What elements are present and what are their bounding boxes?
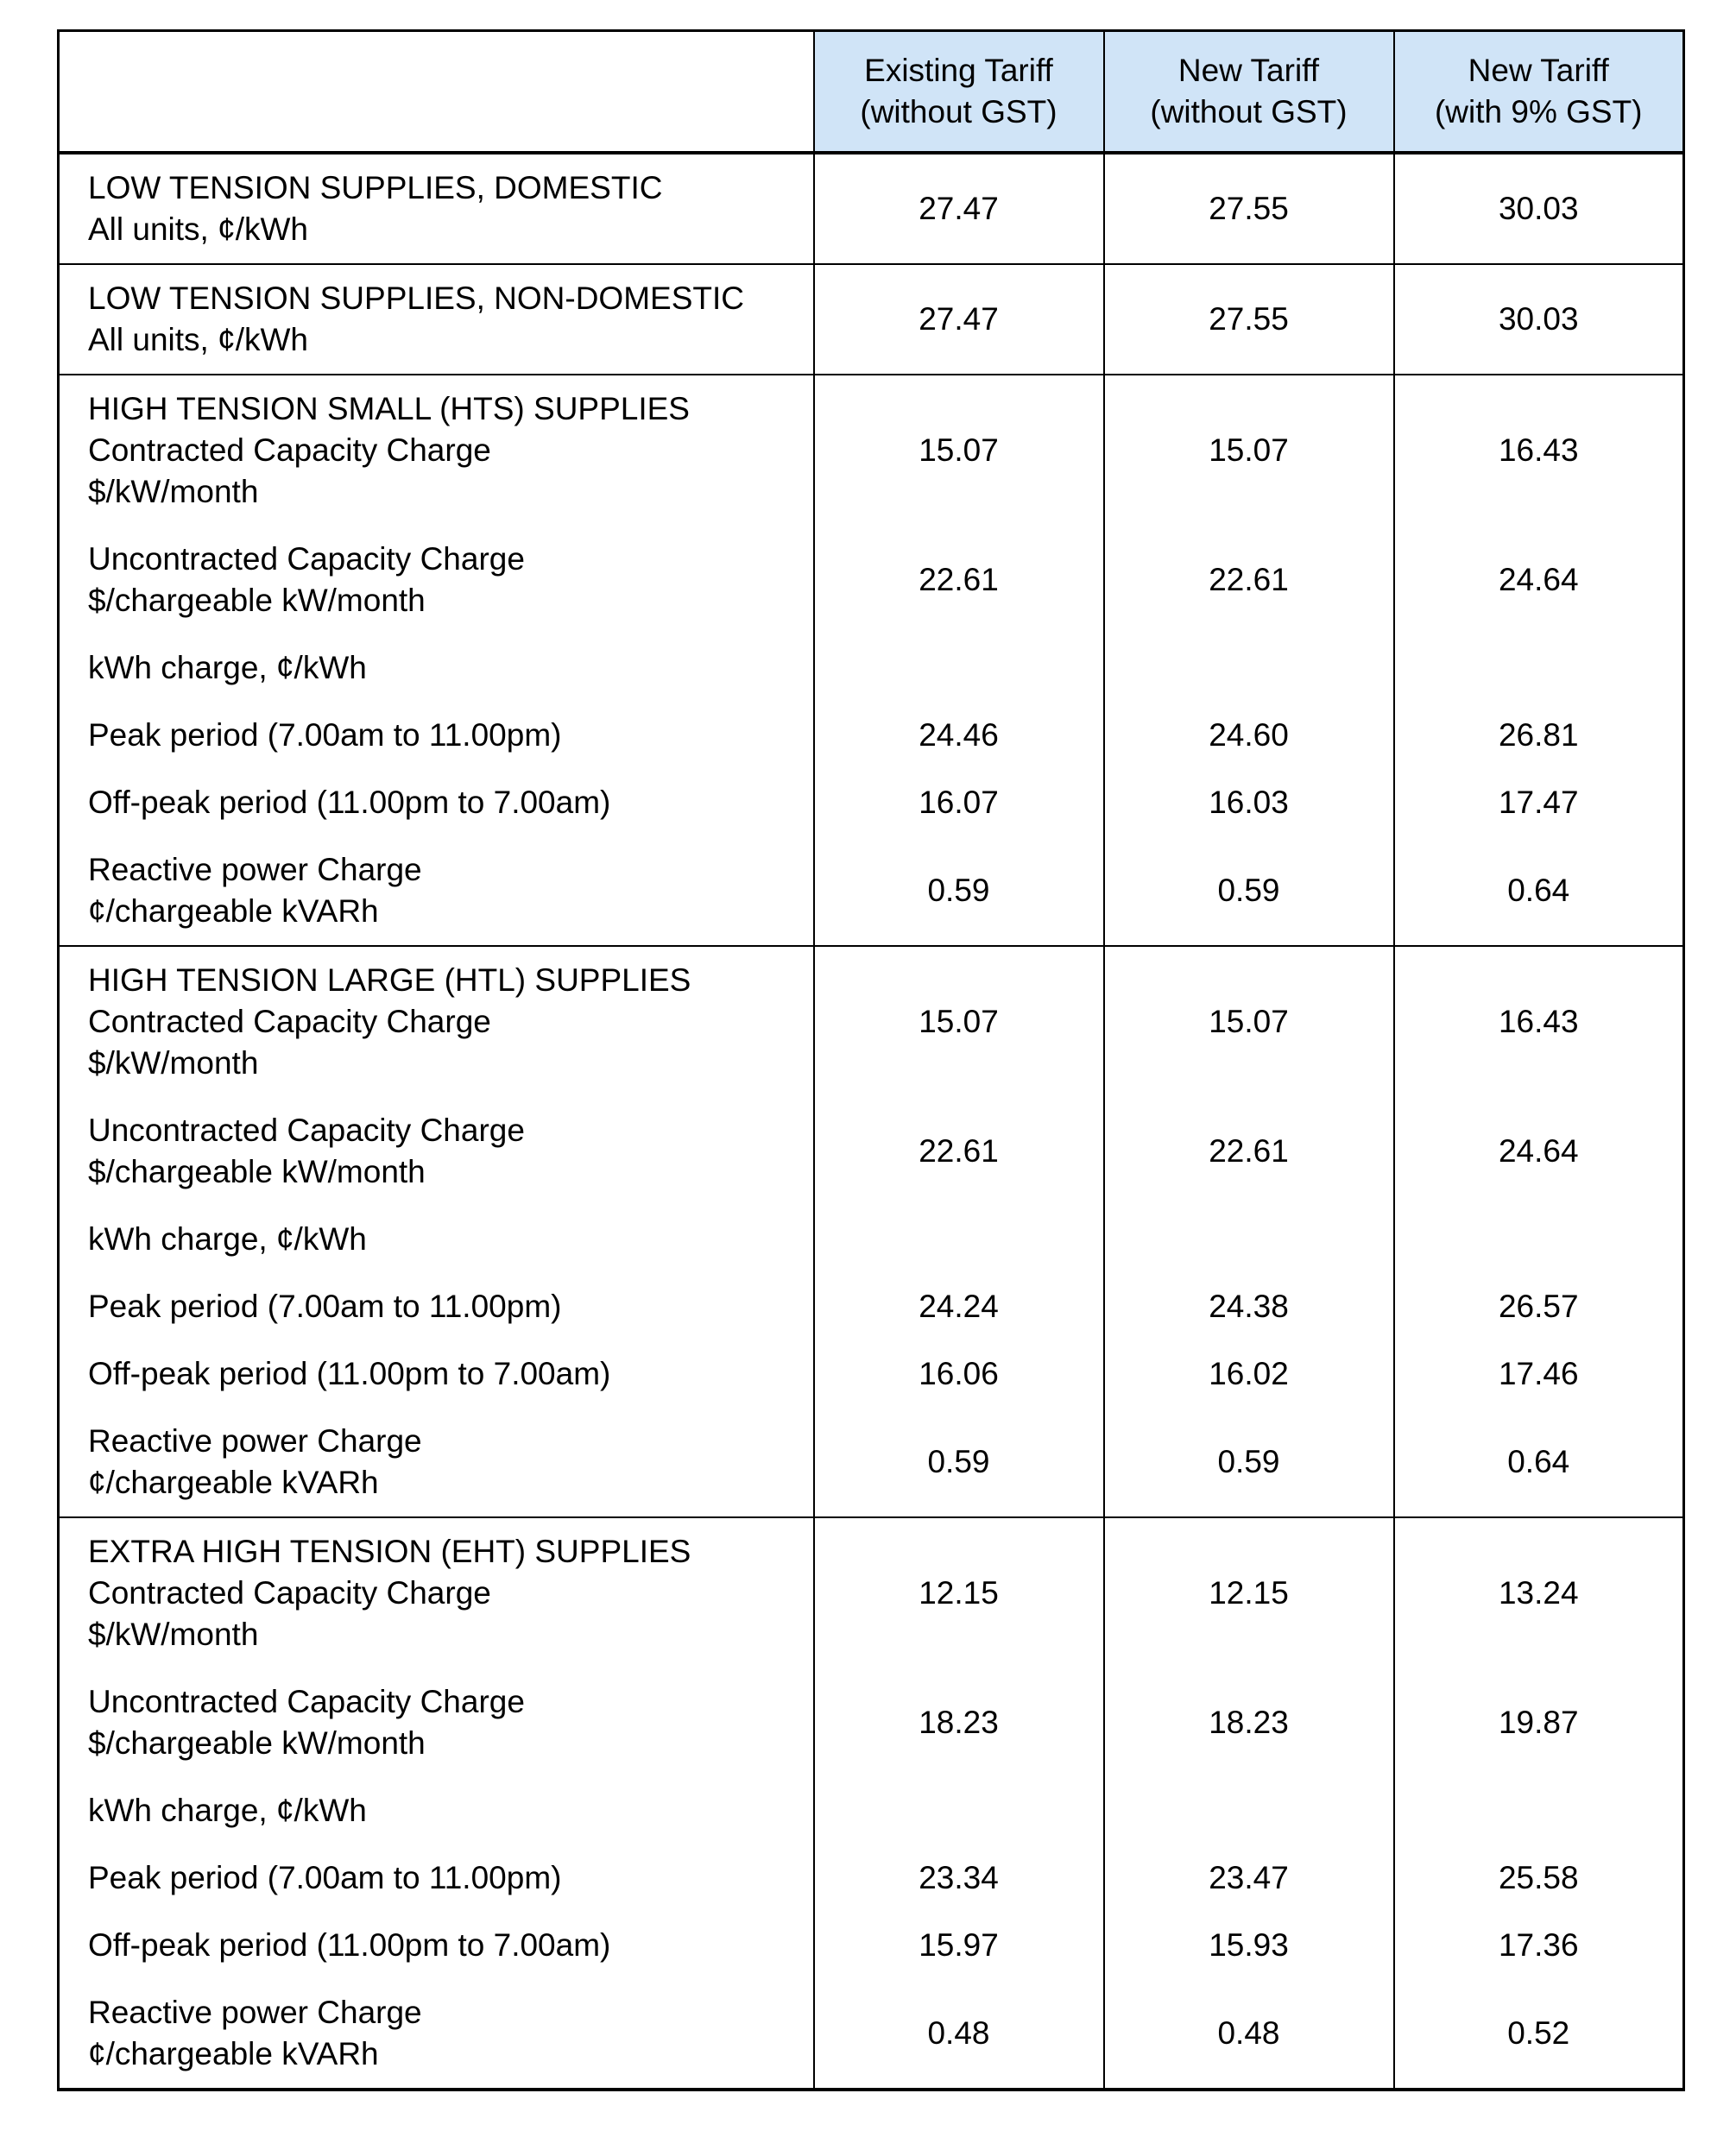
cell-value: 25.58: [1394, 1844, 1684, 1912]
cell-value: 30.03: [1394, 153, 1684, 264]
table-row: [59, 702, 1684, 769]
cell-value: 22.61: [1104, 1097, 1394, 1206]
table-row: [59, 1097, 1684, 1206]
label-line: $/kW/month: [88, 474, 259, 509]
table-row: [59, 1273, 1684, 1340]
cell-value: 18.23: [1104, 1668, 1394, 1777]
cell-value: [814, 1777, 1104, 1844]
cell-value: 0.59: [1104, 836, 1394, 946]
cell-value: 16.02: [1104, 1340, 1394, 1408]
cell-value: 30.03: [1394, 264, 1684, 375]
row-label: [59, 836, 814, 946]
tariff-table: [57, 29, 1685, 2091]
table-row: [59, 1912, 1684, 1979]
cell-value: [1394, 1206, 1684, 1273]
cell-value: 27.47: [814, 264, 1104, 375]
label-line: Contracted Capacity Charge: [88, 432, 491, 468]
cell-value: 16.06: [814, 1340, 1104, 1408]
header-cell-new-tariff-without-gst: [1104, 31, 1394, 154]
row-label: [59, 375, 814, 526]
row-label: [59, 1273, 814, 1340]
row-label: [59, 1206, 814, 1273]
cell-value: 0.48: [1104, 1979, 1394, 2090]
cell-value: 13.24: [1394, 1517, 1684, 1668]
cell-value: 22.61: [814, 526, 1104, 634]
row-label: [59, 1912, 814, 1979]
table-row: [59, 375, 1684, 526]
table-row: [59, 634, 1684, 702]
row-label: [59, 264, 814, 375]
cell-value: 0.59: [1104, 1408, 1394, 1517]
cell-value: 19.87: [1394, 1668, 1684, 1777]
table-row: [59, 1340, 1684, 1408]
label-line: EXTRA HIGH TENSION (EHT) SUPPLIES: [88, 1534, 691, 1569]
cell-value: 24.24: [814, 1273, 1104, 1340]
cell-value: 22.61: [1104, 526, 1394, 634]
row-label: [59, 526, 814, 634]
header-line: New Tariff: [1177, 53, 1320, 88]
header-line: (without GST): [1150, 94, 1348, 129]
row-label: [59, 1979, 814, 2090]
row-label: [59, 1340, 814, 1408]
cell-value: [1394, 1777, 1684, 1844]
row-label: [59, 153, 814, 264]
label-line: Uncontracted Capacity Charge: [88, 541, 525, 577]
cell-value: 24.38: [1104, 1273, 1394, 1340]
cell-value: 23.47: [1104, 1844, 1394, 1912]
label-line: LOW TENSION SUPPLIES, DOMESTIC: [88, 170, 663, 205]
cell-value: 0.59: [814, 1408, 1104, 1517]
table-row: [59, 264, 1684, 375]
row-label: [59, 634, 814, 702]
row-label: [59, 1097, 814, 1206]
cell-value: 24.60: [1104, 702, 1394, 769]
cell-value: 15.07: [814, 375, 1104, 526]
header-line: (without GST): [860, 94, 1057, 129]
cell-value: 0.48: [814, 1979, 1104, 2090]
row-label: [59, 1844, 814, 1912]
cell-value: [1104, 1777, 1394, 1844]
row-label: [59, 769, 814, 836]
cell-value: 15.93: [1104, 1912, 1394, 1979]
table-row: [59, 769, 1684, 836]
cell-value: 17.46: [1394, 1340, 1684, 1408]
cell-value: 17.47: [1394, 769, 1684, 836]
table-body: [59, 153, 1684, 2090]
table-row: [59, 526, 1684, 634]
cell-value: 18.23: [814, 1668, 1104, 1777]
cell-value: 0.52: [1394, 1979, 1684, 2090]
cell-value: 16.03: [1104, 769, 1394, 836]
label-line: Peak period (7.00am to 11.00pm): [88, 717, 562, 753]
label-line: All units, ¢/kWh: [88, 211, 308, 247]
cell-value: 24.64: [1394, 1097, 1684, 1206]
cell-value: 26.57: [1394, 1273, 1684, 1340]
cell-value: [1104, 634, 1394, 702]
cell-value: 17.36: [1394, 1912, 1684, 1979]
header-corner-cell: [59, 31, 814, 154]
table-row: [59, 946, 1684, 1097]
table-row: [59, 1206, 1684, 1273]
header-line: New Tariff: [1468, 53, 1609, 88]
header-row: [59, 31, 1684, 154]
cell-value: 24.46: [814, 702, 1104, 769]
label-line: $/kW/month: [88, 1045, 259, 1081]
table-row: [59, 1844, 1684, 1912]
header-cell-existing-tariff: [814, 31, 1104, 154]
table-row: [59, 153, 1684, 264]
label-line: $/chargeable kW/month: [88, 1154, 426, 1189]
label-line: Reactive power Charge: [88, 1995, 422, 2030]
cell-value: [1394, 634, 1684, 702]
label-line: Off-peak period (11.00pm to 7.00am): [88, 1356, 611, 1391]
label-line: kWh charge, ¢/kWh: [88, 650, 367, 685]
table-row: [59, 1668, 1684, 1777]
label-line: Off-peak period (11.00pm to 7.00am): [88, 1927, 611, 1963]
label-line: LOW TENSION SUPPLIES, NON-DOMESTIC: [88, 281, 744, 316]
label-line: All units, ¢/kWh: [88, 322, 308, 357]
cell-value: 12.15: [1104, 1517, 1394, 1668]
label-line: HIGH TENSION SMALL (HTS) SUPPLIES: [88, 391, 690, 426]
cell-value: [814, 634, 1104, 702]
cell-value: 27.47: [814, 153, 1104, 264]
cell-value: 26.81: [1394, 702, 1684, 769]
label-line: Reactive power Charge: [88, 1423, 422, 1459]
table-row: [59, 1777, 1684, 1844]
label-line: Reactive power Charge: [88, 852, 422, 887]
header-line: (with 9% GST): [1434, 94, 1643, 129]
cell-value: 15.97: [814, 1912, 1104, 1979]
cell-value: 27.55: [1104, 264, 1394, 375]
cell-value: [814, 1206, 1104, 1273]
label-line: ¢/chargeable kVARh: [88, 893, 379, 929]
label-line: Uncontracted Capacity Charge: [88, 1113, 525, 1148]
cell-value: 24.64: [1394, 526, 1684, 634]
cell-value: 15.07: [1104, 946, 1394, 1097]
table-row: [59, 1979, 1684, 2090]
label-line: $/kW/month: [88, 1617, 259, 1652]
cell-value: 22.61: [814, 1097, 1104, 1206]
label-line: Uncontracted Capacity Charge: [88, 1684, 525, 1719]
label-line: $/chargeable kW/month: [88, 1725, 426, 1761]
row-label: [59, 1668, 814, 1777]
label-line: kWh charge, ¢/kWh: [88, 1221, 367, 1257]
label-line: ¢/chargeable kVARh: [88, 1465, 379, 1500]
row-label: [59, 1777, 814, 1844]
label-line: Contracted Capacity Charge: [88, 1575, 491, 1611]
cell-value: 23.34: [814, 1844, 1104, 1912]
cell-value: 0.59: [814, 836, 1104, 946]
table-row: [59, 1408, 1684, 1517]
cell-value: 16.43: [1394, 946, 1684, 1097]
cell-value: 27.55: [1104, 153, 1394, 264]
table-row: [59, 836, 1684, 946]
header-line: Existing Tariff: [864, 53, 1053, 88]
label-line: ¢/chargeable kVARh: [88, 2036, 379, 2071]
cell-value: [1104, 1206, 1394, 1273]
label-line: kWh charge, ¢/kWh: [88, 1793, 367, 1828]
cell-value: 15.07: [1104, 375, 1394, 526]
row-label: [59, 1517, 814, 1668]
cell-value: 16.43: [1394, 375, 1684, 526]
label-line: HIGH TENSION LARGE (HTL) SUPPLIES: [88, 962, 691, 998]
label-line: Peak period (7.00am to 11.00pm): [88, 1289, 562, 1324]
cell-value: 16.07: [814, 769, 1104, 836]
cell-value: 15.07: [814, 946, 1104, 1097]
row-label: [59, 1408, 814, 1517]
cell-value: 12.15: [814, 1517, 1104, 1668]
row-label: [59, 702, 814, 769]
cell-value: 0.64: [1394, 1408, 1684, 1517]
label-line: Off-peak period (11.00pm to 7.00am): [88, 785, 611, 820]
row-label: [59, 946, 814, 1097]
label-line: $/chargeable kW/month: [88, 583, 426, 618]
label-line: Contracted Capacity Charge: [88, 1004, 491, 1039]
label-line: Peak period (7.00am to 11.00pm): [88, 1860, 562, 1895]
table-row: [59, 1517, 1684, 1668]
cell-value: 0.64: [1394, 836, 1684, 946]
header-cell-new-tariff-with-gst: [1394, 31, 1684, 154]
